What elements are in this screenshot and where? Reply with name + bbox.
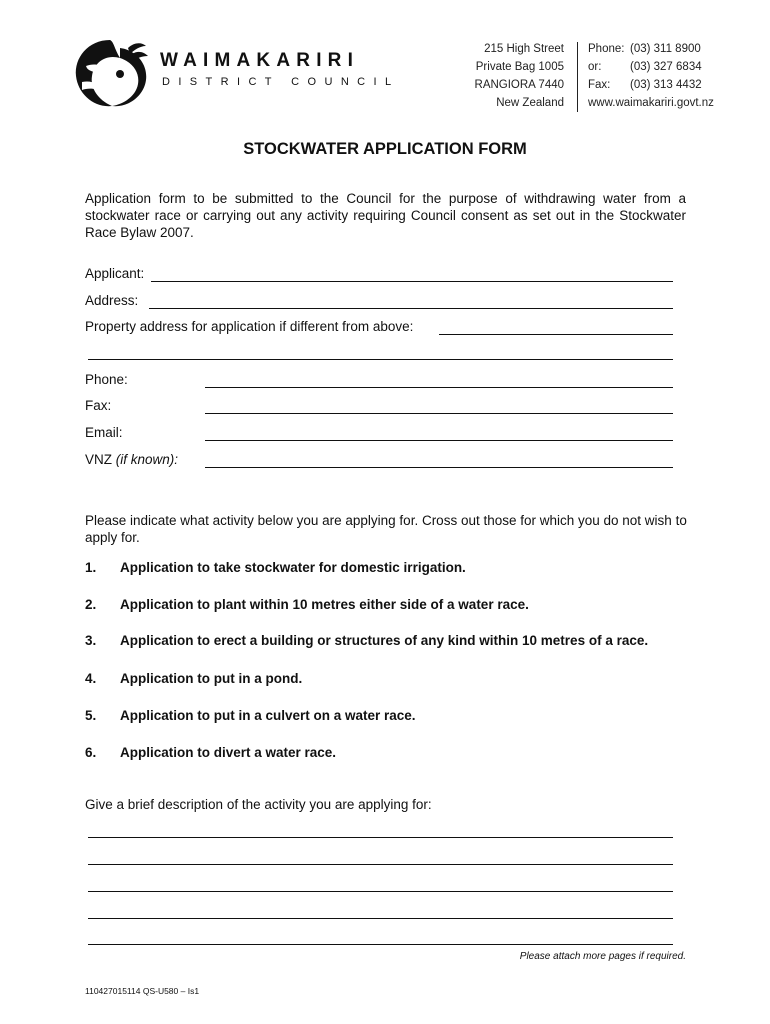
phone-line[interactable]: [205, 387, 673, 388]
fax-label: Fax:: [588, 79, 611, 91]
activity-number: 4.: [85, 671, 97, 686]
address-line: Private Bag 1005: [475, 61, 564, 73]
fax-field-label: Fax:: [85, 398, 112, 413]
phone-field[interactable]: [85, 372, 673, 390]
postal-address: [475, 40, 564, 112]
fax-field[interactable]: [85, 398, 673, 416]
address-line: RANGIORA 7440: [474, 79, 564, 91]
description-line[interactable]: [88, 891, 673, 892]
activity-text: Application to divert a water race.: [120, 745, 337, 760]
email-field[interactable]: [85, 425, 673, 443]
applicant-field[interactable]: [85, 266, 673, 284]
description-line[interactable]: [88, 864, 673, 865]
activity-text: Application to put in a pond.: [120, 671, 303, 686]
address-field[interactable]: [85, 293, 673, 311]
property-address-field[interactable]: [85, 319, 673, 337]
website: www.waimakariri.govt.nz: [588, 97, 714, 109]
phone-field-label: Phone:: [85, 372, 128, 387]
activity-number: 2.: [85, 597, 97, 612]
address-line: 215 High Street: [484, 43, 564, 55]
phone-number: (03) 311 8900: [630, 43, 701, 55]
vnz-note: (if known):: [115, 452, 179, 467]
vnz-line[interactable]: [205, 467, 673, 468]
council-logo-icon: [70, 36, 150, 110]
activity-number: 1.: [85, 560, 97, 575]
activity-text: Application to plant within 10 metres either side of a water race.: [120, 597, 529, 612]
header-divider: [577, 42, 578, 112]
alt-phone-label: or:: [588, 61, 602, 73]
description-line[interactable]: [88, 918, 673, 919]
property-address-label: Property address for application if different from above:: [85, 319, 414, 334]
activity-text: Application to put in a culvert on a water race.: [120, 708, 416, 723]
address-line[interactable]: [149, 308, 673, 309]
property-address-line[interactable]: [439, 334, 673, 335]
phone-label: Phone:: [588, 43, 625, 55]
org-name: WAIMAKARIRI: [160, 50, 360, 71]
vnz-label: [85, 452, 178, 467]
address-line: New Zealand: [496, 97, 564, 109]
email-field-label: Email:: [85, 425, 123, 440]
activity-number: 3.: [85, 633, 97, 648]
description-line[interactable]: [88, 944, 673, 945]
fax-line[interactable]: [205, 413, 673, 414]
applicant-label: Applicant:: [85, 266, 145, 281]
activity-number: 6.: [85, 745, 97, 760]
vnz-label-text: VNZ: [85, 452, 112, 467]
activity-text: Application to take stockwater for domestic irrigation.: [120, 560, 466, 575]
applicant-line[interactable]: [151, 281, 673, 282]
org-subtitle: DISTRICT COUNCIL: [162, 76, 400, 88]
vnz-field[interactable]: [85, 452, 673, 470]
address-label: Address:: [85, 293, 139, 308]
email-line[interactable]: [205, 440, 673, 441]
description-prompt: Give a brief description of the activity you are applying for:: [85, 797, 432, 812]
intro-paragraph: Application form to be submitted to the Council for the purpose of withdrawing water from a stockwater race or carrying out any activity requiring Council consent as set out in the Stockwater Race Bylaw 2007.: [85, 191, 686, 240]
alt-phone-number: (03) 327 6834: [630, 61, 702, 73]
fax-number: (03) 313 4432: [630, 79, 702, 91]
contact-details: [588, 40, 714, 112]
property-address-line-2[interactable]: [88, 359, 673, 360]
activity-text: Application to erect a building or structures of any kind within 10 metres of a race.: [120, 633, 649, 648]
activity-number: 5.: [85, 708, 97, 723]
activity-instructions: Please indicate what activity below you are applying for. Cross out those for which you do not wish to apply for.: [85, 513, 687, 545]
footer-code: 110427015114 QS-U580 – Is1: [85, 986, 200, 996]
form-title: STOCKWATER APPLICATION FORM: [243, 140, 527, 158]
description-line[interactable]: [88, 837, 673, 838]
attach-note: Please attach more pages if required.: [519, 951, 686, 962]
